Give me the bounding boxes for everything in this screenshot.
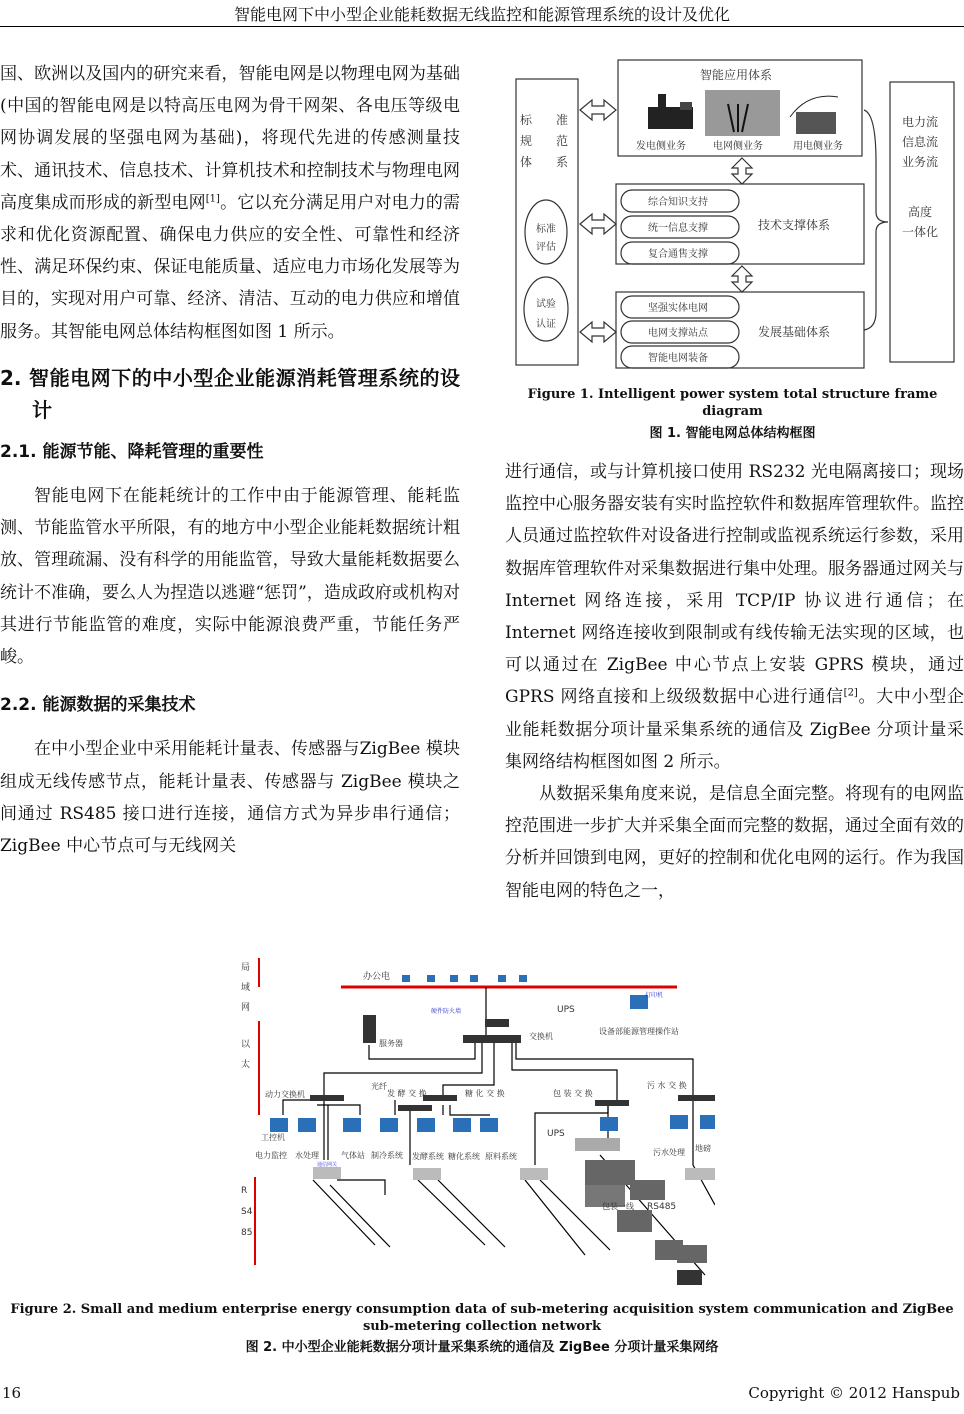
label: 统一信息支撑 <box>648 223 708 234</box>
label: 发电侧业务 <box>636 141 686 152</box>
label: UPS <box>547 1129 565 1139</box>
text: 。大中小型企业能耗数据分项计量采集系统的通信及 ZigBee 分项计量采集网络结构框图如图 2 所示。 <box>505 687 964 772</box>
paragraph <box>505 456 964 778</box>
label: 一体化 <box>902 225 939 239</box>
label: 硬件防火墙 <box>431 1008 462 1015</box>
paragraph <box>0 58 460 348</box>
running-header: 智能电网下中小型企业能耗数据无线监控和能源管理系统的设计及优化 <box>233 5 730 24</box>
label: RS485 <box>647 1202 677 1212</box>
label: 业务流 <box>902 155 939 169</box>
label: 系 <box>556 155 569 169</box>
label: 水处理 <box>295 1151 319 1160</box>
label: 试验 <box>536 299 556 310</box>
paragraph: 在中小型企业中采用能耗计量表、传感器与ZigBee 模块组成无线传感节点，能耗计量表、传感器与 ZigBee 模块之间通过 RS485 接口进行连接，通信方式为异步串行通信；ZigBee 中心节点可与无线网关 <box>0 739 460 857</box>
subsection-heading: 2.2. 能源数据的采集技术 <box>0 695 196 716</box>
label: 包 装 交 换 <box>553 1089 593 1098</box>
left-column <box>0 58 460 862</box>
label: 工控机 <box>261 1133 285 1142</box>
label: 污 水 交 换 <box>647 1081 687 1090</box>
label: 糖化系统 <box>448 1152 480 1161</box>
label: 交换机 <box>529 1032 553 1041</box>
label: 地磅 <box>695 1144 711 1153</box>
label: 准 <box>556 113 569 127</box>
label: 智能应用体系 <box>700 68 773 82</box>
header-rule <box>0 26 964 27</box>
label: 打印机 <box>645 992 664 999</box>
label: 服务器 <box>379 1039 403 1048</box>
label: 电网支撑站点 <box>648 328 708 339</box>
section-heading: 2. 智能电网下的中小型企业能源消耗管理系统的设计 <box>0 365 460 422</box>
label: 以 <box>241 1040 251 1050</box>
label: 发酵系统 <box>412 1152 444 1161</box>
label: 信息流 <box>902 135 939 149</box>
caption-cn: 图 2. 中小型企业能耗数据分项计量采集系统的通信及 ZigBee 分项计量采集网络 <box>245 1340 719 1355</box>
label: 发展基础体系 <box>758 325 831 339</box>
label: 智能电网装备 <box>648 353 708 364</box>
paragraph: 从数据采集角度来说，是信息全面完整。将现有的电网监控范围进一步扩大并采集全面而完整的数据，通过全面有效的分析并回馈到电网，更好的控制和优化电网的运行。作为我国智能电网的特色之一， <box>505 784 964 901</box>
figure-2-diagram <box>235 955 715 1285</box>
label: 高度 <box>908 205 933 219</box>
label: 污水处理 <box>653 1148 685 1157</box>
label: 认证 <box>536 319 556 330</box>
figure-1-diagram <box>508 52 960 372</box>
label: 电网侧业务 <box>713 141 763 152</box>
illustration-power-plant <box>648 90 838 136</box>
label: 气体站 <box>341 1151 365 1160</box>
label: 网 <box>241 1003 251 1013</box>
page-number: 16 <box>2 1384 22 1402</box>
caption-en: sub-metering collection network <box>362 1319 602 1334</box>
paragraph: 智能电网下在能耗统计的工作中由于能源管理、能耗监测、节能监管水平所限，有的地方中小型企业能耗数据统计粗放、管理疏漏、没有科学的用能监管，导致大量能耗数据要么统计不准确，要么人为捏造以逃避“惩罚”，造成政府或机构对其进行节能监管的难度，实际中能源浪费严重，节能任务严峻。 <box>0 486 460 668</box>
label: 太 <box>241 1060 251 1070</box>
label: R <box>241 1186 248 1196</box>
text: 。它以充分满足用户对电力的需求和优化资源配置、确保电力供应的安全性、可靠性和经济性、满足环保约束、保证电能质量、适应电力市场化发展等为目的，实现对用户可靠、经济、清洁、互动的电力供应和增值服务。其智能电网总体结构框图如图 1 所示。 <box>0 192 461 342</box>
label: 办公电 <box>363 972 391 982</box>
label: 评估 <box>536 242 556 253</box>
label: 标准 <box>536 224 556 235</box>
subsection-heading: 2.1. 能源节能、降耗管理的重要性 <box>0 441 264 462</box>
label: 设备部能源管理操作站 <box>599 1027 679 1036</box>
figure-2-caption <box>0 1301 964 1356</box>
label: 通信网关 <box>317 1162 338 1168</box>
label: 坚强实体电网 <box>648 303 708 314</box>
label: S4 <box>241 1207 253 1217</box>
caption-en: Figure 2. Small and medium enterprise energy consumption data of sub-metering acquisition system communication and ZigBee <box>10 1302 954 1317</box>
right-column <box>505 456 964 907</box>
label: 糖 化 交 换 <box>465 1089 505 1098</box>
label: 85 <box>241 1228 253 1238</box>
figure-1-caption <box>505 386 960 442</box>
citation[interactable]: [2] <box>843 687 858 699</box>
label: UPS <box>557 1005 575 1015</box>
label: 复合通售支撑 <box>648 249 708 260</box>
text: 进行通信，或与计算机接口使用 RS232 光电隔离接口；现场监控中心服务器安装有实时监控软件和数据库管理软件。监控人员通过监控软件对设备进行控制或监视系统运行参数，采用数据库管理软件对采集数据进行集中处理。服务器通过网关与 Internet 网络连接，采用 TCP/IP 协议进行通信；在 Internet 网络连接收到限制或有线传输无法实现的区域，也可以通过在 ZigBee 中心节点上安装 GPRS 模块，通过 GPRS 网络直接和上级级数据中心进行通信 <box>505 462 964 708</box>
label: 包装一线 <box>602 1202 634 1211</box>
copyright: Copyright © 2012 Hanspub <box>748 1384 960 1402</box>
label: 电力流 <box>902 115 939 129</box>
caption-cn: 图 1. 智能电网总体结构框图 <box>649 426 816 441</box>
label: 标 <box>520 113 533 127</box>
label: 电力监控 <box>255 1151 287 1160</box>
label: 动力交换机 <box>265 1090 305 1099</box>
label: 用电侧业务 <box>793 141 843 152</box>
text: 国、欧洲以及国内的研究来看，智能电网是以物理电网为基础(中国的智能电网是以特高压电网为骨干网架、各电压等级电网协调发展的坚强电网为基础)，将现代先进的传感测量技术、通讯技术、信息技术、计算机技术和控制技术与物理电网高度集成而形成的新型电网 <box>0 64 460 213</box>
label: 技术支撑体系 <box>758 218 831 232</box>
label: 发 酵 交 换 <box>387 1089 427 1098</box>
label: 综合知识支持 <box>648 197 708 208</box>
label: 原料系统 <box>485 1152 517 1161</box>
label: 域 <box>241 983 251 993</box>
label: 局 <box>241 963 251 973</box>
caption-en: Figure 1. Intelligent power system total structure frame diagram <box>527 387 938 419</box>
label: 体 <box>520 155 533 169</box>
label: 规 <box>520 134 533 148</box>
label: 范 <box>556 134 569 148</box>
label: 制冷系统 <box>371 1151 403 1160</box>
citation[interactable]: [1] <box>205 193 220 205</box>
label: 光纤 <box>371 1082 387 1091</box>
